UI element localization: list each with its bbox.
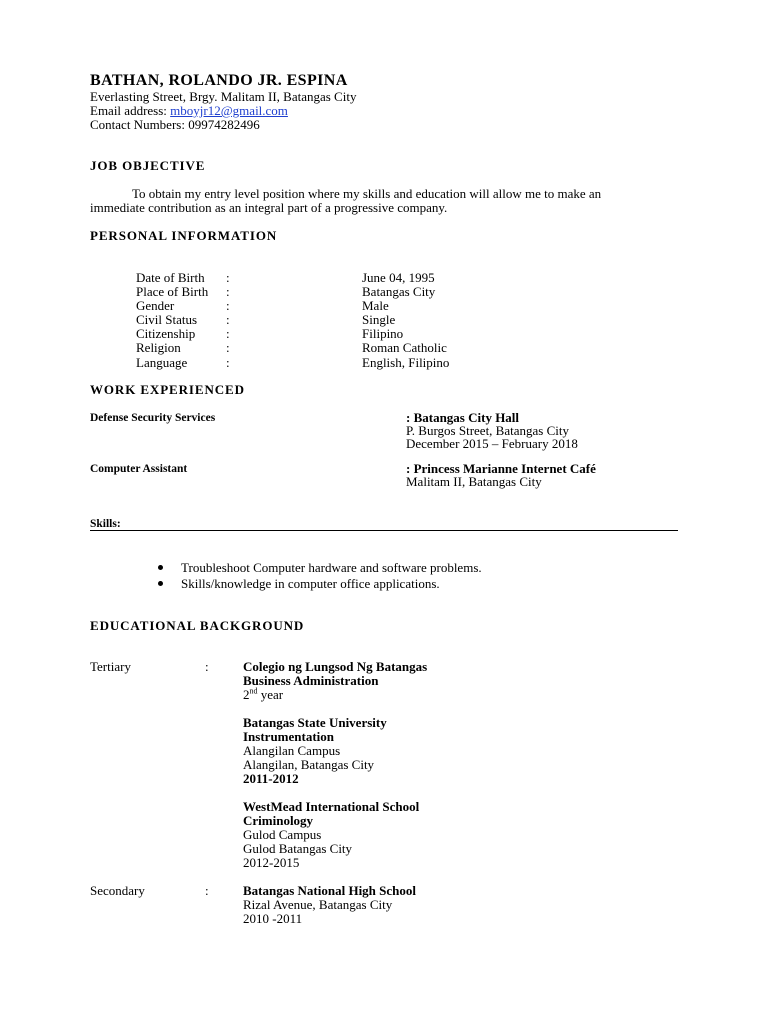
school-course: Criminology xyxy=(243,813,314,828)
school-name: Batangas National High School xyxy=(243,883,417,898)
personal-colon: : xyxy=(226,326,230,341)
email-link[interactable]: mboyjr12@gmail.com xyxy=(170,103,288,118)
job-employer: : Princess Marianne Internet Café xyxy=(406,461,596,476)
school-campus: Gulod Campus xyxy=(243,827,322,842)
personal-colon: : xyxy=(226,270,230,285)
job-title: Computer Assistant xyxy=(90,463,188,475)
personal-label: Gender xyxy=(136,298,175,313)
home-address: Everlasting Street, Brgy. Malitam II, Batangas City xyxy=(90,89,357,104)
year-ordinal: nd xyxy=(249,686,258,696)
personal-value: Filipino xyxy=(362,326,404,341)
personal-label: Citizenship xyxy=(136,326,196,341)
school-course: Instrumentation xyxy=(243,729,335,744)
skills-divider xyxy=(90,530,678,531)
skill-item: Skills/knowledge in computer office applications. xyxy=(181,576,440,591)
personal-value: Batangas City xyxy=(362,284,436,299)
personal-information-heading: PERSONAL INFORMATION xyxy=(90,228,278,243)
year-word: year xyxy=(257,687,284,702)
school-address: Gulod Batangas City xyxy=(243,841,353,856)
school-name: Batangas State University xyxy=(243,715,387,730)
education-colon: : xyxy=(205,883,209,898)
personal-label: Date of Birth xyxy=(136,270,205,285)
contact-numbers: Contact Numbers: 09974282496 xyxy=(90,117,260,132)
email-line xyxy=(90,104,288,118)
school-name: Colegio ng Lungsod Ng Batangas xyxy=(243,659,428,674)
personal-colon: : xyxy=(226,340,230,355)
email-label: Email address: xyxy=(90,103,171,118)
school-campus: Alangilan Campus xyxy=(243,743,341,758)
objective-line-2: immediate contribution as an integral part of a progressive company. xyxy=(90,200,448,215)
school-years: 2010 -2011 xyxy=(243,911,303,926)
work-experienced-heading: WORK EXPERIENCED xyxy=(90,382,245,397)
school-years: 2011-2012 xyxy=(243,771,299,786)
personal-colon: : xyxy=(226,298,230,313)
skill-item: Troubleshoot Computer hardware and software problems. xyxy=(181,560,482,575)
school-address: Alangilan, Batangas City xyxy=(243,757,375,772)
school-years: 2012-2015 xyxy=(243,855,300,870)
personal-label: Civil Status xyxy=(136,312,198,327)
personal-label: Place of Birth xyxy=(136,284,209,299)
bullet-icon xyxy=(158,581,163,586)
personal-label: Language xyxy=(136,355,188,370)
school-course: Business Administration xyxy=(243,673,379,688)
personal-label: Religion xyxy=(136,340,181,355)
year-number: 2 xyxy=(243,687,250,702)
school-address: Rizal Avenue, Batangas City xyxy=(243,897,393,912)
job-address: P. Burgos Street, Batangas City xyxy=(406,423,569,438)
personal-value: Roman Catholic xyxy=(362,340,447,355)
job-title: Defense Security Services xyxy=(90,412,216,424)
personal-value: Single xyxy=(362,312,396,327)
job-dates: December 2015 – February 2018 xyxy=(406,436,578,451)
personal-value: June 04, 1995 xyxy=(362,270,435,285)
school-name: WestMead International School xyxy=(243,799,420,814)
job-address: Malitam II, Batangas City xyxy=(406,474,542,489)
skills-heading: Skills: xyxy=(90,518,121,530)
educational-background-heading: EDUCATIONAL BACKGROUND xyxy=(90,618,305,633)
personal-value: Male xyxy=(362,298,389,313)
objective-line-1: To obtain my entry level position where my skills and education will allow me to make an xyxy=(132,186,602,201)
personal-colon: : xyxy=(226,355,230,370)
secondary-label: Secondary xyxy=(90,883,145,898)
tertiary-label: Tertiary xyxy=(90,659,131,674)
applicant-name: BATHAN, ROLANDO JR. ESPINA xyxy=(90,72,348,89)
personal-colon: : xyxy=(226,312,230,327)
personal-value: English, Filipino xyxy=(362,355,450,370)
job-objective-heading: JOB OBJECTIVE xyxy=(90,158,206,173)
bullet-icon xyxy=(158,565,163,570)
school-year-level xyxy=(243,688,283,702)
personal-colon: : xyxy=(226,284,230,299)
education-colon: : xyxy=(205,659,209,674)
job-employer: : Batangas City Hall xyxy=(406,410,520,425)
